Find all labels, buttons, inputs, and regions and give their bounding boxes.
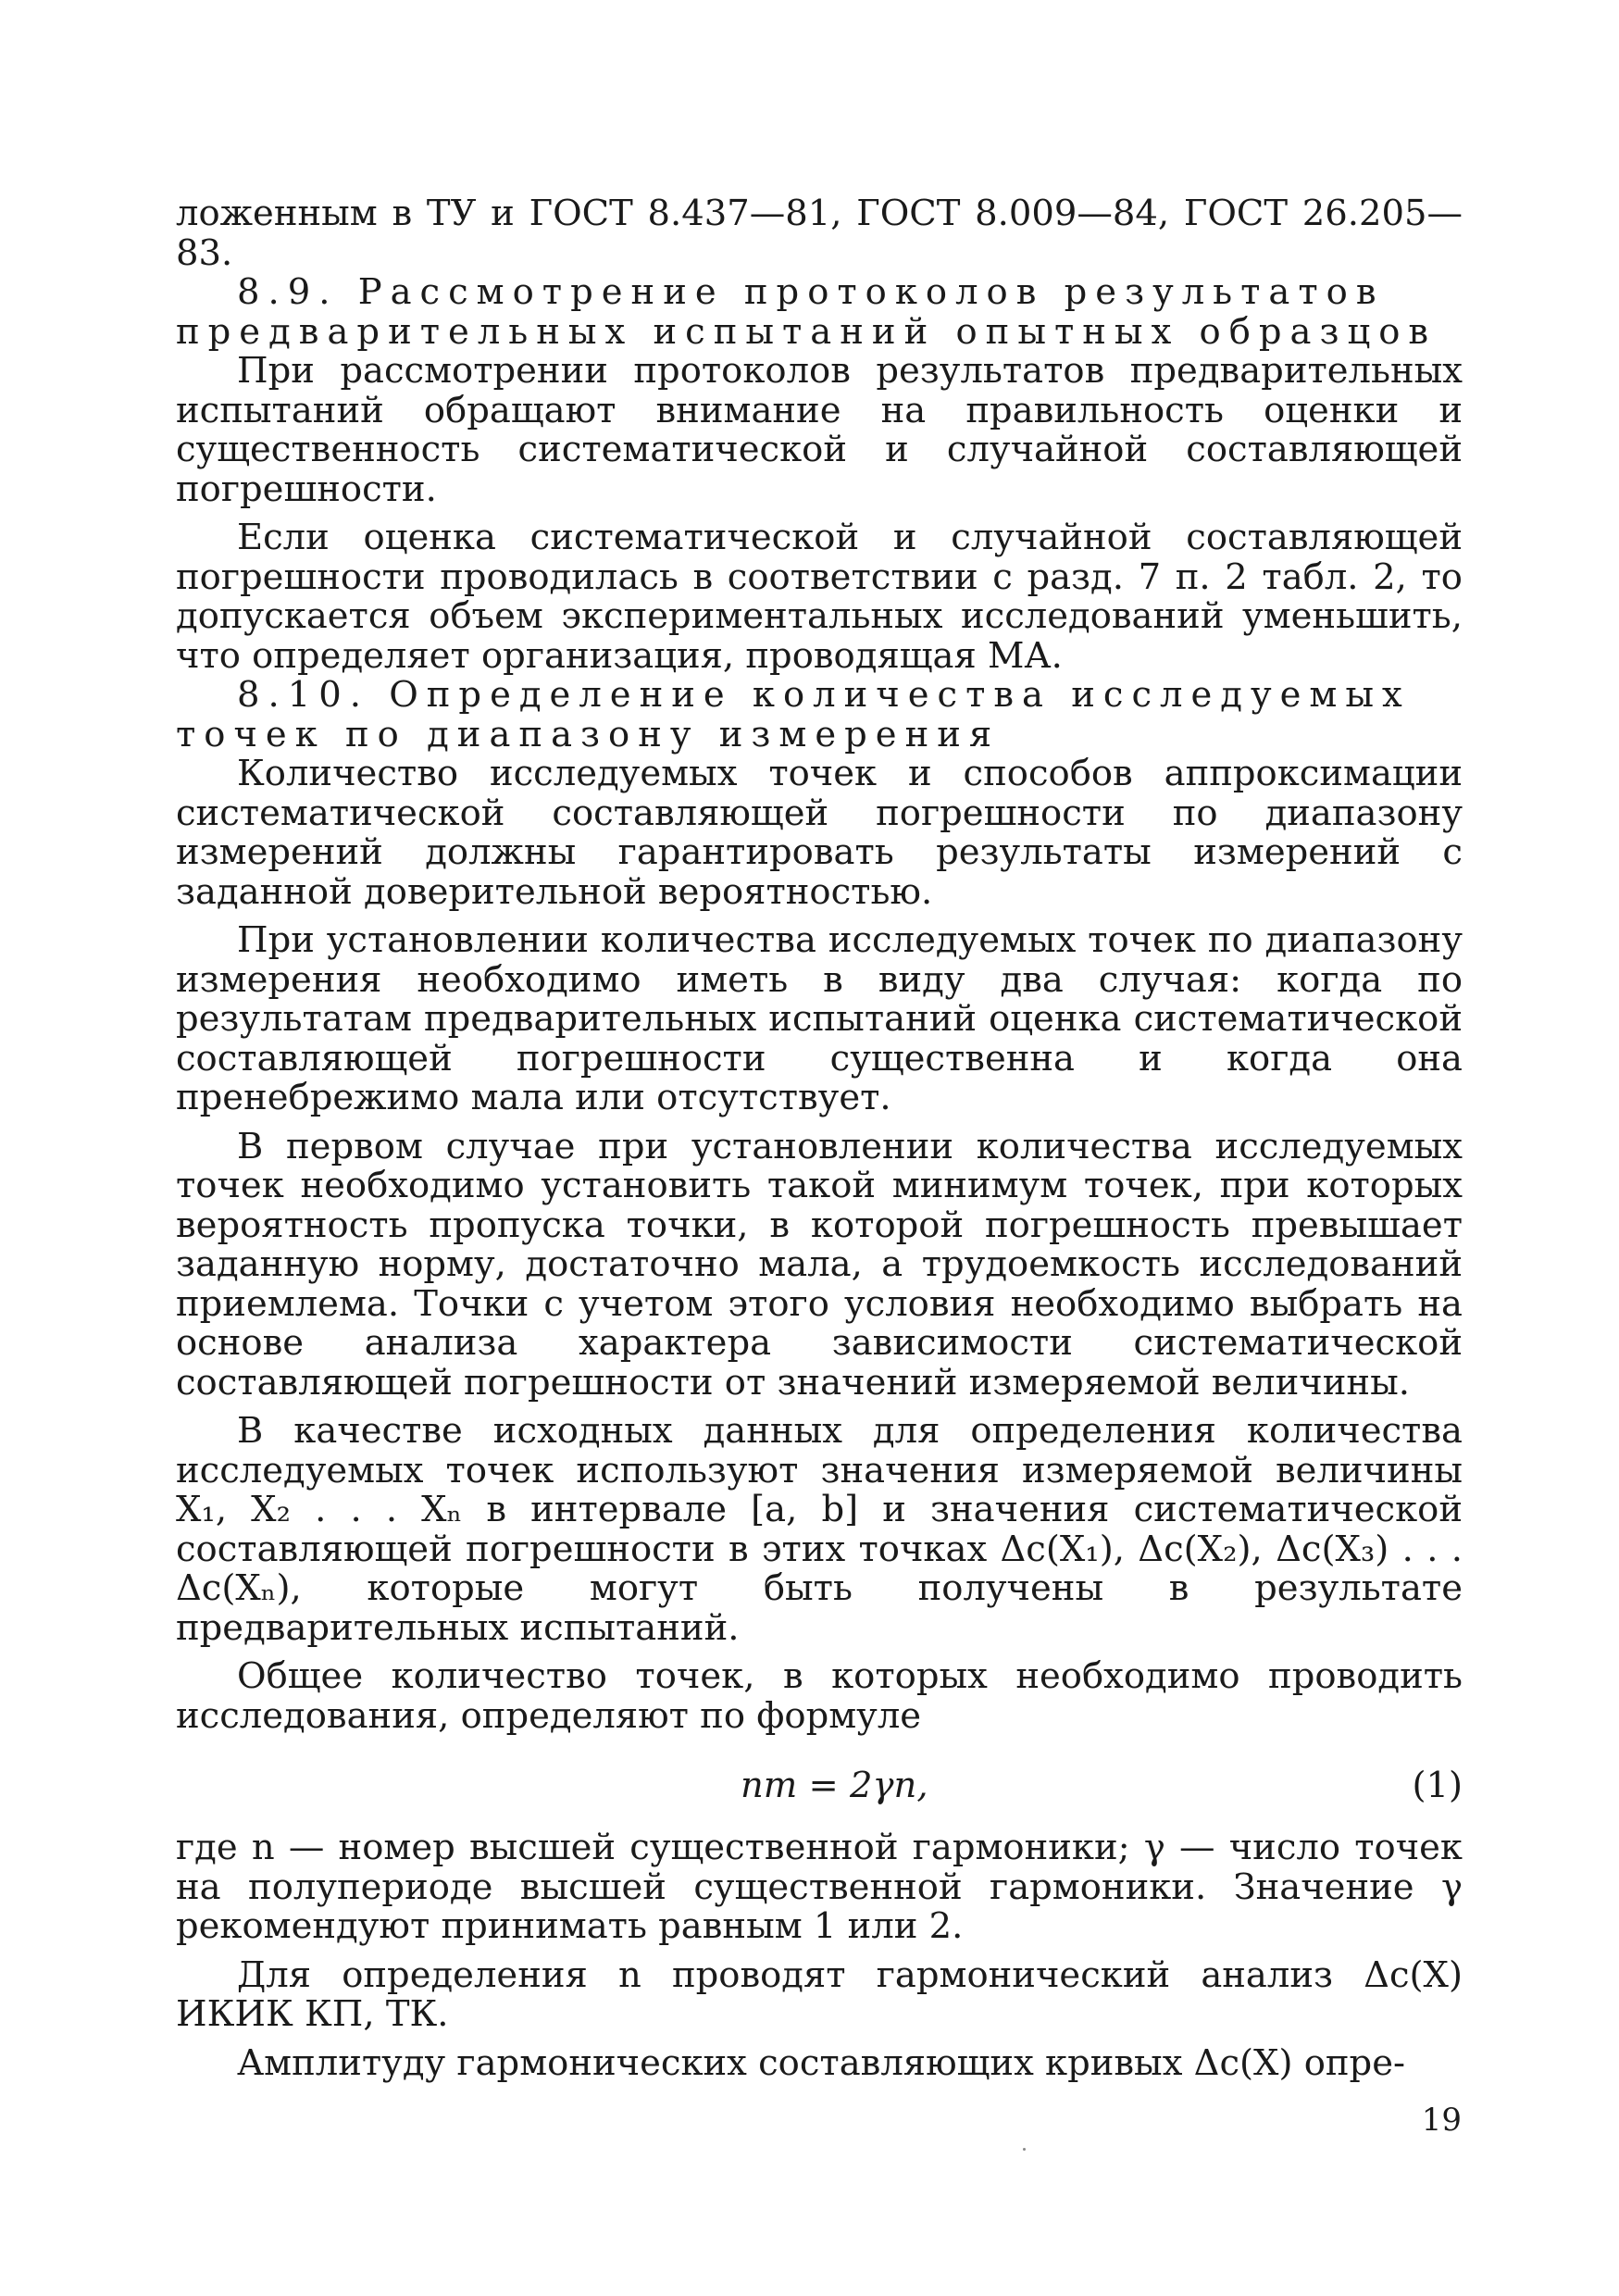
- page-body: [176, 194, 1463, 2083]
- section-8-9-paragraph-1: При рассмотрении протоколов результатов предварительных испытаний обращают внимание на правильность оценки и существенность систематической и случайной составляющей погрешности.: [176, 350, 1463, 510]
- page-number: 19: [1421, 2102, 1462, 2139]
- section-8-10-paragraph-5: Общее количество точек, в которых необходимо проводить исследования, определяют по формуле: [176, 1655, 1463, 1737]
- section-8-10-paragraph-3: В первом случае при установлении количества исследуемых точек необходимо установить такой минимум точек, при которых вероятность пропуска точки, в которой погрешность превышает заданную норму, достаточно мала, а трудоемкость исследований приемлема. Точки с учетом этого условия необходимо выбрать на основе анализа характера зависимости систематической составляющей погрешности от значений измеряемой величины.: [176, 1125, 1463, 1404]
- section-8-10-paragraph-8: Амплитуду гармонических составляющих кривых Δc(X) опре-: [237, 2041, 1405, 2084]
- section-8-10-paragraph-1: Количество исследуемых точек и способов аппроксимации систематической составляющей погрешности по диапазону измерений должны гарантировать результаты измерений с заданной доверительной вероятностью.: [176, 753, 1463, 913]
- section-8-10-paragraph-7: Для определения n проводят гармонический анализ Δc(X) ИКИК КП, ТК.: [176, 1953, 1463, 2035]
- section-8-9-heading-line-2: предварительных испытаний опытных образцов: [176, 310, 1438, 353]
- section-8-9-paragraph-2: Если оценка систематической и случайной составляющей погрешности проводилась в соответствии с разд. 7 п. 2 табл. 2, то допускается объем экспериментальных исследований уменьшить, что определяет организация, проводящая МА.: [176, 517, 1463, 677]
- section-8-10-heading-line-1: 8.10. Определение количества исследуемых: [237, 674, 1411, 716]
- print-speck: [1023, 2148, 1026, 2151]
- section-8-10-heading-line-2: точек по диапазону измерения: [176, 713, 1001, 755]
- section-8-10-paragraph-2: При установлении количества исследуемых точек по диапазону измерения необходимо иметь в виду два случая: когда по результатам предварительных испытаний оценка систематической составляющей погрешности существенна и когда она пренебрежимо мала или отсутствует.: [176, 919, 1463, 1118]
- formula-number: (1): [1412, 1765, 1463, 1806]
- section-8-10-paragraph-6: где n — номер высшей существенной гармоники; γ — число точек на полупериоде высшей существенной гармоники. Значение γ рекомендуют принимать равным 1 или 2.: [176, 1827, 1463, 1947]
- section-8-10-paragraph-4: В качестве исходных данных для определения количества исследуемых точек используют значения измеряемой величины X₁, X₂ . . . Xₙ в интервале [a, b] и значения систематической составляющей погрешности в этих точках Δc(X₁), Δc(X₂), Δc(X₃) . . . Δc(Xₙ), которые могут быть получены в результате предварительных испытаний.: [176, 1410, 1463, 1649]
- formula-row: [176, 1760, 1463, 1812]
- intro-paragraph: ложенным в ТУ и ГОСТ 8.437—81, ГОСТ 8.009—84, ГОСТ 26.205—83.: [176, 193, 1463, 274]
- formula: nт = 2γn,: [741, 1765, 928, 1806]
- section-8-9-heading-line-1: 8.9. Рассмотрение протоколов результатов: [237, 271, 1385, 313]
